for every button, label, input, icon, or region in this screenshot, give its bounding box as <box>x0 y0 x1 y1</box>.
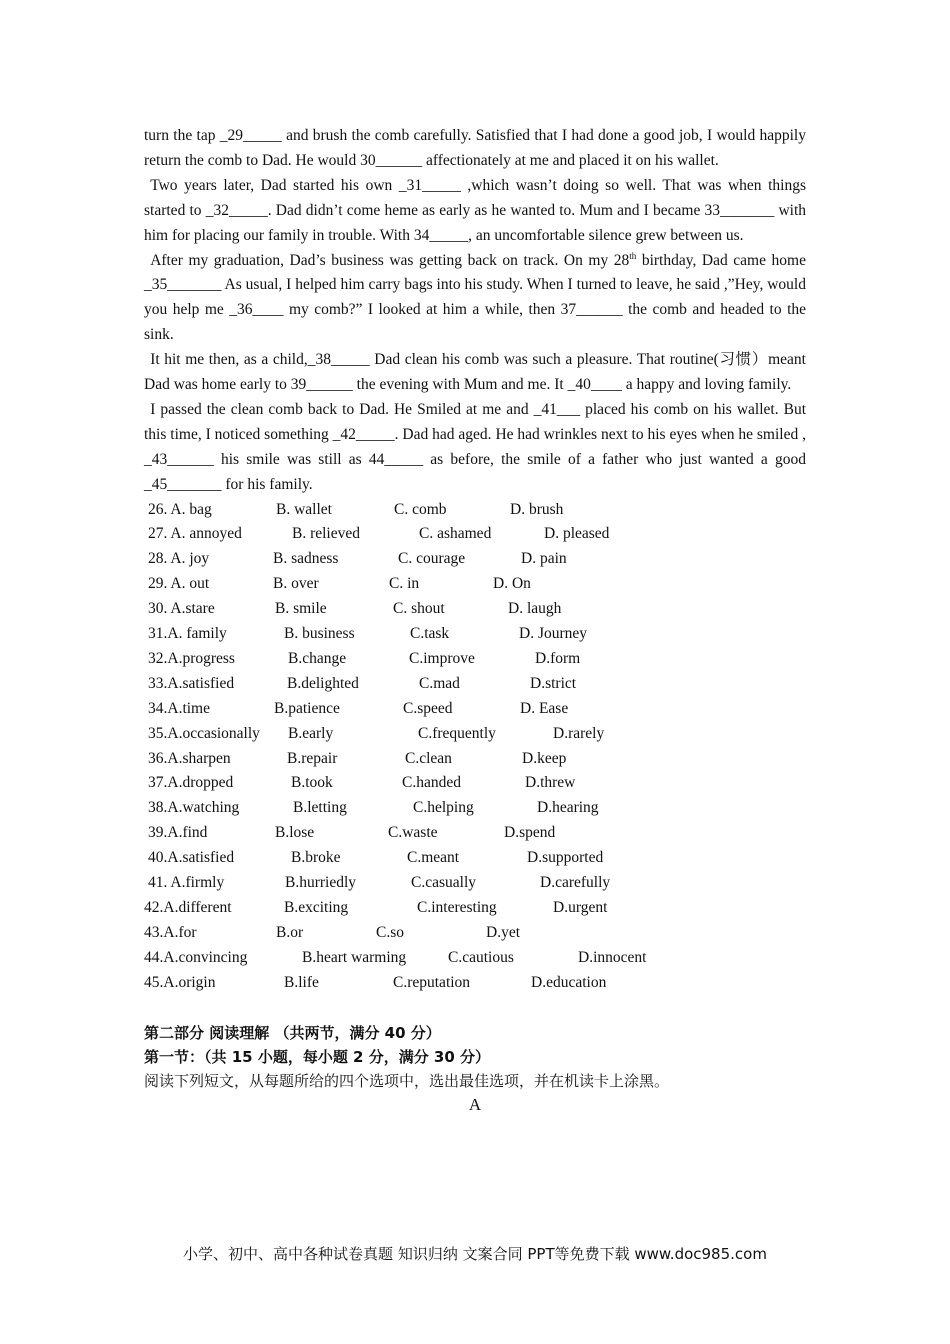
question-option-a: 38.A.watching <box>148 799 240 817</box>
question-option-d: D. Ease <box>520 699 569 717</box>
question-option-b: B.or <box>276 923 304 941</box>
question-option-a: 31.A. family <box>148 625 227 643</box>
question-row <box>144 871 806 896</box>
question-option-b: B. relieved <box>292 525 361 543</box>
question-option-d: D. brush <box>510 500 564 518</box>
question-option-a: 39.A.find <box>148 824 208 842</box>
question-option-c: C.improve <box>409 649 475 667</box>
question-option-b: B.delighted <box>287 674 359 692</box>
question-row <box>144 896 806 921</box>
question-option-c: C.meant <box>407 849 460 867</box>
question-option-b: B.exciting <box>284 898 349 916</box>
exam-page <box>144 124 806 1117</box>
question-option-b: B.change <box>288 649 347 667</box>
question-option-a: 44.A.convincing <box>144 948 248 966</box>
question-option-b: B.life <box>284 973 319 991</box>
question-row <box>144 498 806 523</box>
question-row <box>144 921 806 946</box>
question-option-b: B. over <box>273 575 319 593</box>
paragraph-3-start: After my graduation, Dad’s business was getting back on track. On my 28 <box>150 251 630 269</box>
question-option-b: B.lose <box>275 824 315 842</box>
question-option-c: C.reputation <box>393 973 471 991</box>
section-title: 第一节：（共 15 小题，每小题 2 分，满分 30 分） <box>144 1048 491 1067</box>
question-option-b: B. wallet <box>276 500 332 518</box>
question-option-d: D.supported <box>527 849 604 867</box>
question-option-a: 40.A.satisfied <box>148 849 235 867</box>
paragraph-5: I passed the clean comb back to Dad. He Smiled at me and _41___ placed his comb on his wallet. But this time, I noticed something _42_____. Dad had aged. He had wrinkles next to his eyes when he smiled , _43______ his smile was still as 44_____ as before, the smile of a father who just wanted a good _45_______ for his family. <box>144 400 806 493</box>
question-option-d: D.hearing <box>537 799 599 817</box>
question-row <box>144 796 806 821</box>
question-option-b: B.heart warming <box>302 948 407 966</box>
question-option-c: C. in <box>389 575 420 593</box>
question-option-b: B.took <box>291 774 333 792</box>
question-option-a: 28. A. joy <box>148 550 210 568</box>
question-option-b: B. business <box>284 625 355 643</box>
question-option-a: 26. A. bag <box>148 500 212 518</box>
question-option-b: B.broke <box>291 849 341 867</box>
question-option-d: D.innocent <box>578 948 647 966</box>
question-row <box>144 547 806 572</box>
question-option-c: C. ashamed <box>419 525 492 543</box>
question-row <box>144 771 806 796</box>
question-option-c: C.so <box>376 923 404 941</box>
question-row <box>144 597 806 622</box>
question-option-d: D.yet <box>486 923 521 941</box>
part-title: 第二部分 阅读理解 （共两节，满分 40 分） <box>144 1024 441 1043</box>
question-row <box>144 572 806 597</box>
question-option-c: C.task <box>410 625 450 643</box>
question-option-a: 42.A.different <box>144 898 232 916</box>
paragraph-3 <box>144 249 806 349</box>
question-option-a: 34.A.time <box>148 699 210 717</box>
question-option-c: C. courage <box>398 550 466 568</box>
footer: 小学、初中、高中各种试卷真题 知识归纳 文案合同 PPT等免费下载 www.doc985.com <box>183 1245 767 1263</box>
question-option-d: D.threw <box>525 774 576 792</box>
question-option-d: D. On <box>493 575 531 593</box>
question-option-b: B. sadness <box>273 550 339 568</box>
question-option-d: D. laugh <box>508 600 562 618</box>
question-row <box>144 622 806 647</box>
question-option-c: C.cautious <box>448 948 514 966</box>
question-option-d: D.form <box>535 649 581 667</box>
ordinal-suffix: th <box>629 250 637 261</box>
question-option-b: B. smile <box>275 600 327 618</box>
question-option-a: 45.A.origin <box>144 973 216 991</box>
instruction: 阅读下列短文，从每题所给的四个选项中，选出最佳选项，并在机读卡上涂黑。 <box>144 1072 670 1091</box>
question-option-a: 37.A.dropped <box>148 774 234 792</box>
question-option-a: 32.A.progress <box>148 649 235 667</box>
question-option-c: C.helping <box>413 799 474 817</box>
question-option-c: C.clean <box>405 749 452 767</box>
question-option-c: C.handed <box>402 774 461 792</box>
question-row <box>144 946 806 971</box>
question-option-c: C.casually <box>411 873 476 891</box>
question-option-d: D.rarely <box>553 724 605 742</box>
question-option-a: 43.A.for <box>144 923 197 941</box>
question-option-b: B.early <box>288 724 334 742</box>
question-option-a: 29. A. out <box>148 575 210 593</box>
question-option-c: C.waste <box>388 824 438 842</box>
paragraph-3-rest: birthday, Dad came home _35_______ As usual, I helped him carry bags into his study. When I turned to leave, he said ,”Hey, would you help me _36____ my comb?” I looked at him a while, then 37______ the comb and headed to the sink. <box>144 251 806 344</box>
question-option-b: B.letting <box>293 799 347 817</box>
question-row <box>144 697 806 722</box>
question-row <box>144 672 806 697</box>
question-row <box>144 821 806 846</box>
paragraph-1: turn the tap _29_____ and brush the comb carefully. Satisfied that I had done a good job, I would happily return the comb to Dad. He would 30______ affectionately at me and placed it on his wallet. <box>144 127 806 169</box>
question-option-d: D. Journey <box>519 625 588 643</box>
paragraph-4: It hit me then, as a child,_38_____ Dad clean his comb was such a pleasure. That routine(习惯）meant Dad was home early to 39______ the evening with Mum and me. It _40____ a happy and loving family. <box>144 351 806 394</box>
question-row <box>144 647 806 672</box>
question-option-d: D.keep <box>522 749 567 767</box>
question-option-d: D.urgent <box>553 898 608 916</box>
question-row <box>144 522 806 547</box>
question-option-d: D.education <box>531 973 607 991</box>
question-options <box>144 498 806 996</box>
paragraph-2: Two years later, Dad started his own _31_____ ,which wasn’t doing so well. That was when things started to _32_____. Dad didn’t come heme as early as he wanted to. Mum and I became 33_______ with him for placing our family in trouble. With 34_____, an uncomfortable silence grew between us. <box>144 176 806 244</box>
question-row <box>144 846 806 871</box>
question-option-d: D. pain <box>521 550 567 568</box>
question-option-b: B.patience <box>274 699 340 717</box>
question-option-c: C.interesting <box>417 898 497 916</box>
question-option-a: 33.A.satisfied <box>148 674 235 692</box>
question-option-c: C. comb <box>394 500 447 518</box>
question-option-d: D.strict <box>530 674 577 692</box>
question-option-a: 41. A.firmly <box>148 873 225 891</box>
question-option-a: 27. A. annoyed <box>148 525 242 543</box>
question-row <box>144 971 806 996</box>
question-option-a: 35.A.occasionally <box>148 724 260 742</box>
question-option-c: C. shout <box>393 600 445 618</box>
question-option-c: C.frequently <box>418 724 496 742</box>
question-option-a: 30. A.stare <box>148 600 215 618</box>
passage-letter: A <box>468 1095 482 1115</box>
question-option-d: D.carefully <box>540 873 611 891</box>
question-option-d: D. pleased <box>544 525 610 543</box>
question-option-c: C.speed <box>403 699 453 717</box>
question-option-c: C.mad <box>419 674 460 692</box>
question-option-b: B.hurriedly <box>285 873 357 891</box>
question-option-a: 36.A.sharpen <box>148 749 231 767</box>
question-option-d: D.spend <box>504 824 556 842</box>
question-option-b: B.repair <box>287 749 338 767</box>
question-row <box>144 722 806 747</box>
question-row <box>144 747 806 772</box>
